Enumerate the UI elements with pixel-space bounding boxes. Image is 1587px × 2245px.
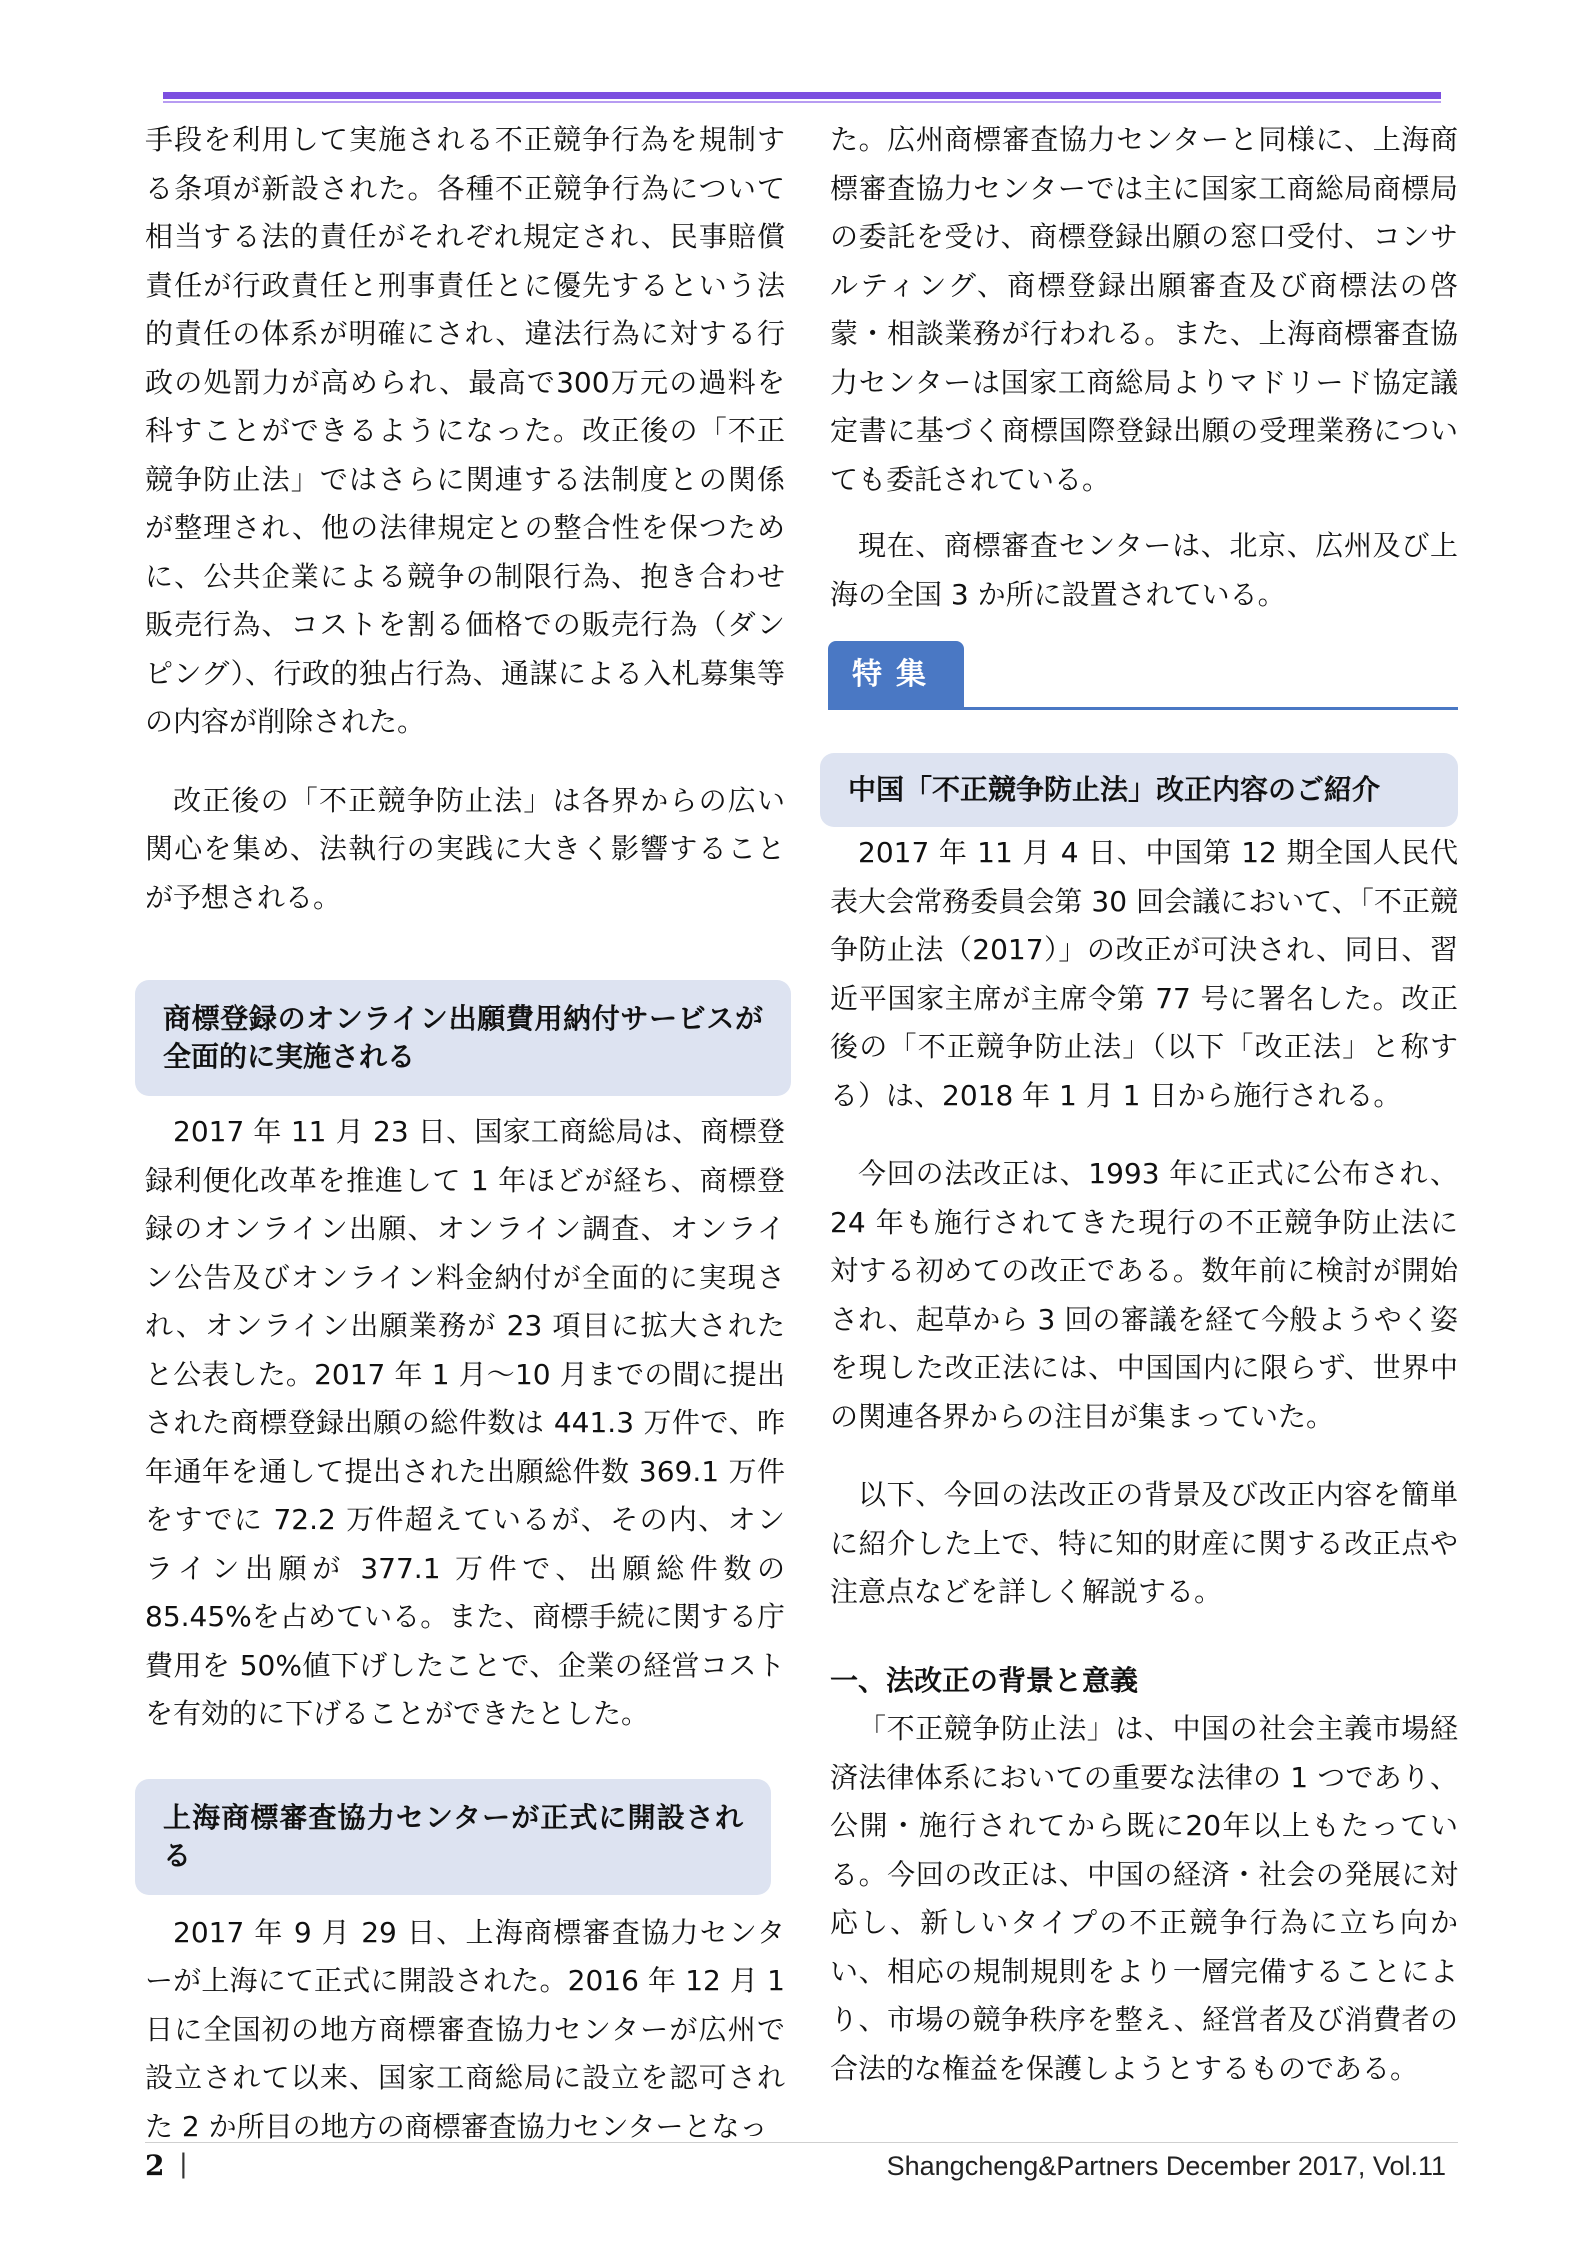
paragraph: 「不正競争防止法」は、中国の社会主義市場経済法律体系においての重要な法律の 1 つであり、公開・施行されてから既に20年以上もたっている。今回の改正は、中国の経済・社会の発展に対応し、新しいタイプの不正競争行為に立ち向かい、相応の規制規則をより一層完備することにより、市場の競争秩序を整え、経営者及び消費者の合法的な権益を保護しようとするものである。 — [830, 1712, 1458, 2085]
subheading-box-online-filing: 商標登録のオンライン出願費用納付サービスが全面的に実施される — [135, 980, 791, 1096]
feature-header — [830, 641, 1458, 713]
paragraph: 2017 年 11 月 4 日、中国第 12 期全国人民代表大会常務委員会第 30 回会議において、「不正競争防止法（2017）」の改正が可決され、同日、習近平国家主席が主席令第 77 号に署名した。改正後の「不正競争防止法」（以下「改正法」と称する）は、2018 年 1 月 1 日から施行される。 — [830, 836, 1458, 1112]
feature-underline — [828, 707, 1458, 710]
paragraph: 今回の法改正は、1993 年に正式に公布され、24 年も施行されてきた現行の不正競争防止法に対する初めての改正である。数年前に検討が開始され、起草から 3 回の審議を経て今般ようやく姿を現した改正法には、中国国内に限らず、世界中の関連各界からの注目が集まっていた。 — [830, 1157, 1458, 1433]
paragraph: 現在、商標審査センターは、北京、広州及び上海の全国 3 か所に設置されている。 — [830, 529, 1458, 611]
feature-tab: 特集 — [828, 641, 964, 709]
subheading-box-shanghai-center: 上海商標審査協力センターが正式に開設される — [135, 1779, 771, 1895]
paragraph: 2017 年 9 月 29 日、上海商標審査協力センターが上海にて正式に開設された。2016 年 12 月 1 日に全国初の地方商標審査協力センターが広州で設立されて以来、国家工商総局に設立を認可された 2 か所目の地方の商標審査協力センターとなっ — [145, 1915, 785, 2143]
page-footer — [145, 2142, 1458, 2182]
page-number: 2 — [145, 2149, 165, 2182]
section-heading: 一、法改正の背景と意義 — [830, 1663, 1139, 1697]
paragraph: 2017 年 11 月 23 日、国家工商総局は、商標登録利便化改革を推進して 1 年ほどが経ち、商標登録のオンライン出願、オンライン調査、オンライン公告及びオンライン料金納付が全面的に実現され、オンライン出願業務が 23 項目に拡大されたと公表した。2017 年 1 月～10 月までの間に提出された商標登録出願の総件数は 441.3 万件で、昨年通年を通して提出された出願総件数 369.1 万件をすでに 72.2 万件超えているが、その内、オンライン出願が 377.1 万件で、出願総件数の 85.45%を占めている。また、商標手続に関する庁費用を 50%値下げしたことで、企業の経営コストを有効的に下げることができたとした。 — [145, 1115, 785, 1730]
publication-info: Shangcheng&Partners December 2017, Vol.11 — [886, 2151, 1446, 2181]
header-rule — [163, 92, 1441, 99]
paragraph: 以下、今回の法改正の背景及び改正内容を簡単に紹介した上で、特に知的財産に関する改正点や注意点などを詳しく解説する。 — [830, 1478, 1458, 1608]
paragraph: 改正後の「不正競争防止法」は各界からの広い関心を集め、法執行の実践に大きく影響することが予想される。 — [145, 783, 785, 914]
subheading-box-law-revision: 中国「不正競争防止法」改正内容のご紹介 — [820, 753, 1458, 827]
footer-separator: | — [179, 2149, 188, 2179]
right-column — [830, 116, 1458, 2093]
paragraph: 手段を利用して実施される不正競争行為を規制する条項が新設された。各種不正競争行為について相当する法的責任がそれぞれ規定され、民事賠償責任が行政責任と刑事責任とに優先するという法的責任の体系が明確にされ、違法行為に対する行政の処罰力が高められ、最高で300万元の過料を科すことができるようになった。改正後の「不正競争防止法」ではさらに関連する法制度との関係が整理され、他の法律規定との整合性を保つために、公共企業による競争の制限行為、抱き合わせ販売行為、コストを割る価格での販売行為（ダンピング）、行政的独占行為、通謀による入札募集等の内容が削除された。 — [145, 123, 785, 738]
left-column — [145, 116, 785, 2151]
paragraph: た。広州商標審査協力センターと同様に、上海商標審査協力センターでは主に国家工商総局商標局の委託を受け、商標登録出願の窓口受付、コンサルティング、商標登録出願審査及び商標法の啓蒙・相談業務が行われる。また、上海商標審査協力センターは国家工商総局よりマドリード協定議定書に基づく商標国際登録出願の受理業務についても委託されている。 — [830, 123, 1458, 496]
